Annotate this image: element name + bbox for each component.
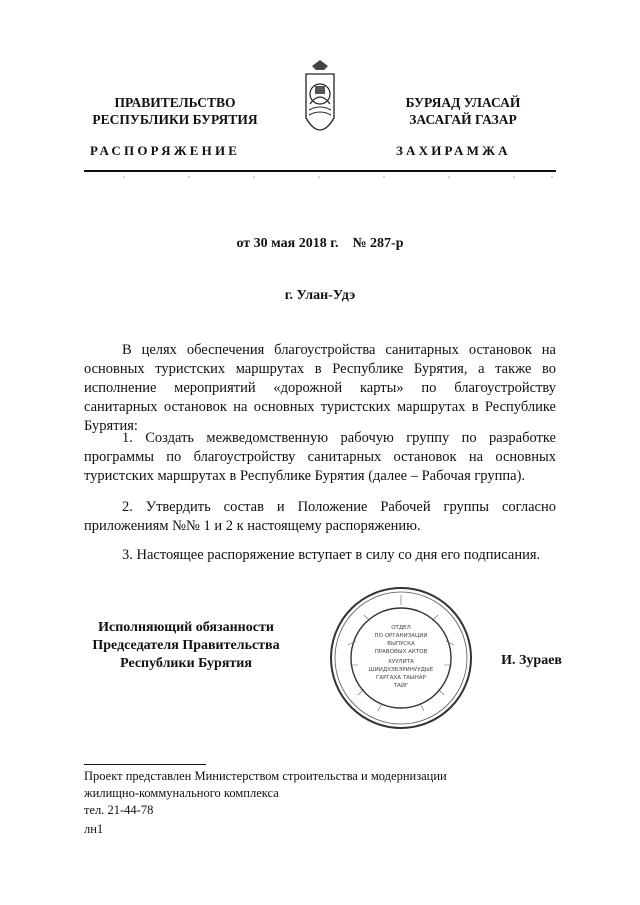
svg-text:ОТДЕЛ: ОТДЕЛ	[391, 625, 411, 631]
header-dotted-line	[84, 174, 556, 180]
city: г. Улан-Удэ	[284, 288, 356, 303]
svg-text:ТАЙГ: ТАЙГ	[393, 683, 409, 689]
footer-divider	[84, 764, 206, 765]
svg-text:ГАРГАХА ТАЫНАР: ГАРГАХА ТАЫНАР	[375, 675, 427, 681]
svg-text:ШИИДХЭБЭРИНУУДЫЕ: ШИИДХЭБЭРИНУУДЫЕ	[368, 667, 434, 673]
signatory-title-line2: Председателя Правительства	[92, 638, 280, 653]
government-name-ru-line2: РЕСПУБЛИКИ БУРЯТИЯ	[92, 112, 258, 127]
item-3-paragraph: 3. Настоящее распоряжение вступает в силу со дня его подписания.	[122, 547, 541, 563]
official-seal-icon	[328, 585, 474, 731]
government-name-bua-line1: БУРЯАД УЛАСАЙ	[405, 95, 521, 110]
signatory-name: И. Зураев	[501, 653, 562, 668]
date-number: от 30 мая 2018 г. № 287-р	[236, 236, 404, 251]
footer-initials: лн1	[84, 822, 104, 836]
footer-line2: жилищно-коммунального комплекса	[84, 786, 279, 800]
doc-type-bua: ЗАХИРАМЖА	[396, 143, 511, 158]
government-name-ru	[80, 94, 270, 128]
signatory-title	[80, 619, 292, 673]
footer-line1: Проект представлен Министерством строительства и модернизации	[84, 769, 447, 783]
svg-text:ХУУЛИТА: ХУУЛИТА	[388, 659, 414, 665]
doc-type-ru: РАСПОРЯЖЕНИЕ	[90, 143, 241, 158]
svg-text:ВЫПУСКА: ВЫПУСКА	[387, 641, 415, 647]
footer-note	[84, 768, 504, 819]
signatory-title-line1: Исполняющий обязанности	[98, 620, 274, 635]
government-name-bua	[368, 94, 558, 128]
coat-of-arms-icon	[298, 60, 342, 146]
footer-phone: тел. 21-44-78	[84, 803, 154, 817]
svg-text:ПО ОРГАНИЗАЦИИ: ПО ОРГАНИЗАЦИИ	[374, 633, 428, 639]
item-1-paragraph: 1. Создать межведомственную рабочую группу по разработке программы по благоустройству санитарных остановок на основных туристских маршрутах в Республике Бурятия (далее – Рабочая группа).	[84, 430, 556, 484]
header-divider	[84, 170, 556, 172]
government-name-bua-line2: ЗАСАГАЙ ГАЗАР	[409, 112, 517, 127]
preamble-paragraph: В целях обеспечения благоустройства санитарных остановок на основных туристских маршрутах в Республике Бурятия, а также во исполнение мероприятий «дорожной карты» по благоустройству санитарных остановок на основных туристских маршрутах в Республике Бурятия:	[84, 342, 556, 434]
government-name-ru-line1: ПРАВИТЕЛЬСТВО	[114, 95, 236, 110]
svg-text:ПРАВОВЫХ АКТОВ: ПРАВОВЫХ АКТОВ	[374, 649, 428, 655]
item-2-paragraph: 2. Утвердить состав и Положение Рабочей группы согласно приложениям №№ 1 и 2 к настоящему распоряжению.	[84, 499, 556, 534]
signatory-title-line3: Республики Бурятия	[120, 656, 252, 671]
